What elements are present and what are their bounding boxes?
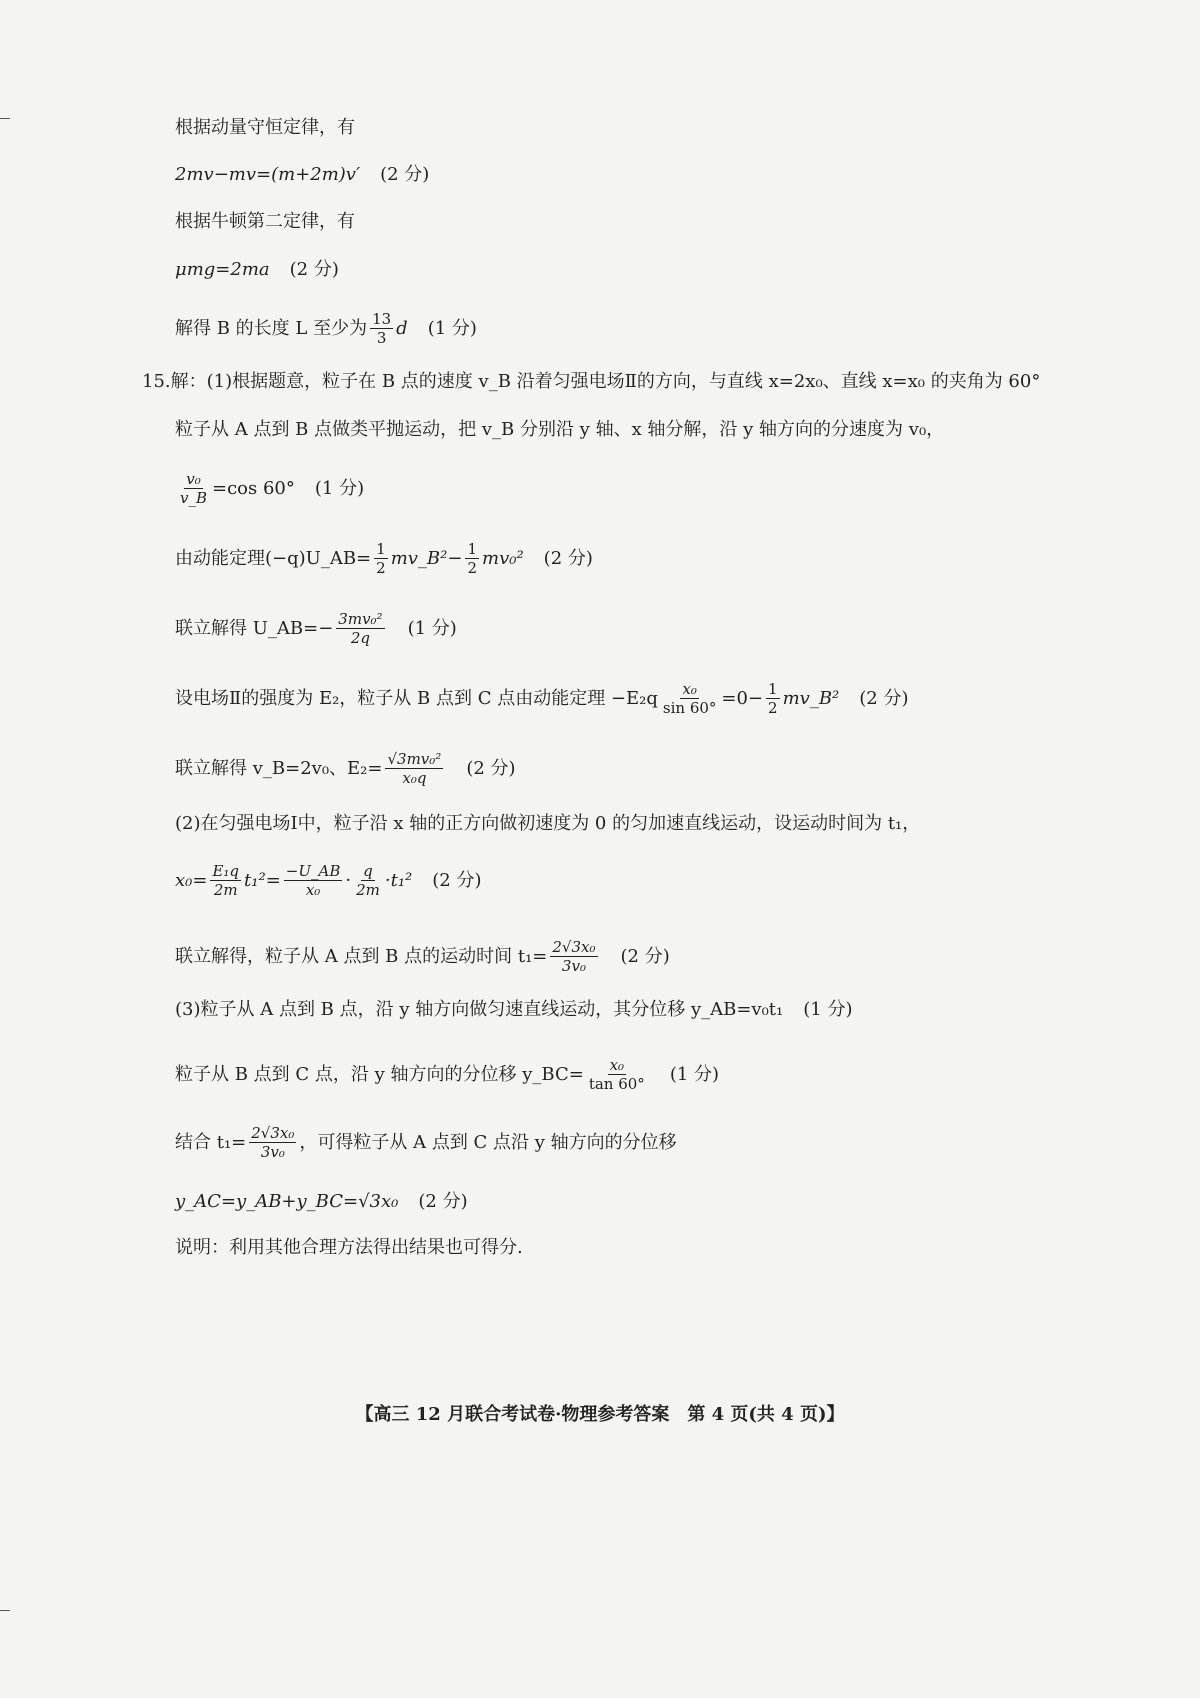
score-points: (1 分)	[407, 617, 457, 639]
fraction: $\frac{13}{3}$	[372, 310, 392, 347]
score-points: (2 分)	[418, 1191, 468, 1212]
text-line: (2)在匀强电场Ⅰ中，粒子沿 x 轴的正方向做初速度为 0 的匀加速直线运动，设运动时间为 t₁，	[175, 813, 921, 834]
score-points: (2 分)	[466, 757, 516, 779]
score-points: (2 分)	[543, 547, 593, 569]
equation-line: 结合 t₁= $\frac{\text{2√3x₀}}{\text{3v₀}}$ ，可得粒子从 A 点到 C 点沿 y 轴方向的分位移	[175, 1124, 677, 1161]
fraction: $\frac{\text{x₀}}{\sin 60^\circ}$	[662, 680, 717, 717]
text-line: 粒子从 A 点到 B 点做类平抛运动，把 v_B 分别沿 y 轴、x 轴分解，沿 y 轴方向的分速度为 v₀，	[175, 419, 945, 440]
question-15-line: 15. 解：(1)根据题意，粒子在 B 点的速度 v_B 沿着匀强电场Ⅱ的方向，与直线 x=2x₀、直线 x=x₀ 的夹角为 60°	[142, 371, 1041, 392]
fraction: $\frac{-U\_AB}{\text{x₀}}$	[285, 862, 341, 899]
score-points: (1 分)	[669, 1063, 720, 1085]
equation-line: $\frac{\text{v₀}}{v\_B}$ =cos 60° (1 分)	[180, 470, 365, 507]
note-line: 说明：利用其他合理方法得出结果也可得分.	[175, 1237, 523, 1258]
equation-line: 粒子从 B 点到 C 点，沿 y 轴方向的分位移 y_BC= $\frac{\text{x₀}}{\tan 60^\circ}$ (1 分)	[175, 1056, 720, 1093]
score-points: (2 分)	[380, 164, 430, 185]
fraction: $\frac{\text{2√3x₀}}{\text{3v₀}}$	[251, 1124, 295, 1161]
equation-line: 设电场Ⅱ的强度为 E₂，粒子从 B 点到 C 点由动能定理 −E₂q $\frac{\text{x₀}}{\sin 60^\circ}$ =0− $\frac{1}{2}$ mv_B² (2 分)	[175, 680, 909, 717]
score-points: (2 分)	[859, 687, 909, 709]
equation-line: (3)粒子从 A 点到 B 点，沿 y 轴方向做匀速直线运动，其分位移 y_AB=v₀t₁ (1 分)	[175, 999, 853, 1020]
score-points: (1 分)	[427, 317, 477, 339]
page-footer: 【高三 12 月联合考试卷·物理参考答案 第 4 页(共 4 页)】	[355, 1404, 845, 1425]
fraction: $\frac{1}{2}$	[376, 540, 386, 577]
equation-line: 解得 B 的长度 L 至少为 $\frac{13}{3}$ d (1 分)	[175, 310, 477, 347]
equation-line: y_AC=y_AB+y_BC=√3x₀ (2 分)	[175, 1191, 468, 1212]
question-number: 15.	[142, 371, 171, 392]
equation-line: 联立解得 v_B=2v₀、E₂= $\frac{\text{√3mv₀²}}{\text{x₀q}}$ (2 分)	[175, 750, 516, 787]
equation-line: 联立解得 U_AB=− $\frac{\text{3mv₀²}}{2q}$ (1 分)	[175, 610, 457, 647]
text-line: 根据动量守恒定律，有	[175, 117, 355, 138]
score-points: (2 分)	[432, 869, 482, 891]
fraction: $\frac{1}{2}$	[467, 540, 477, 577]
fraction: $\frac{\text{x₀}}{\tan 60^\circ}$	[588, 1056, 645, 1093]
score-points: (2 分)	[620, 945, 670, 967]
equation-line: μmg=2ma (2 分)	[175, 259, 339, 280]
edge-tick-mark	[0, 1610, 10, 1611]
text-line: 根据牛顿第二定律，有	[175, 211, 355, 232]
score-points: (2 分)	[289, 259, 339, 280]
score-points: (1 分)	[314, 477, 365, 499]
equation-line: x₀= $\frac{\text{E₁q}}{2m}$ t₁²= $\frac{-U\_AB}{\text{x₀}}$ · $\frac{q}{2m}$ ·t₁² (2 分)	[175, 862, 482, 899]
fraction: $\frac{\text{√3mv₀²}}{\text{x₀q}}$	[387, 750, 442, 787]
equation-line: 由动能定理(−q)U_AB= $\frac{1}{2}$ mv_B²− $\frac{1}{2}$ mv₀² (2 分)	[175, 540, 593, 577]
score-points: (1 分)	[803, 999, 853, 1020]
edge-tick-mark	[0, 118, 10, 119]
fraction: $\frac{\text{E₁q}}{2m}$	[212, 862, 240, 899]
fraction: $\frac{\text{v₀}}{v\_B}$	[180, 470, 207, 507]
fraction: $\frac{1}{2}$	[768, 680, 778, 717]
equation-line: 2mv−mv=(m+2m)v′ (2 分)	[175, 164, 430, 185]
equation-line: 联立解得，粒子从 A 点到 B 点的运动时间 t₁= $\frac{\text{2√3x₀}}{\text{3v₀}}$ (2 分)	[175, 938, 670, 975]
fraction: $\frac{\text{3mv₀²}}{2q}$	[338, 610, 383, 647]
fraction: $\frac{q}{2m}$	[356, 862, 380, 899]
fraction: $\frac{\text{2√3x₀}}{\text{3v₀}}$	[552, 938, 596, 975]
